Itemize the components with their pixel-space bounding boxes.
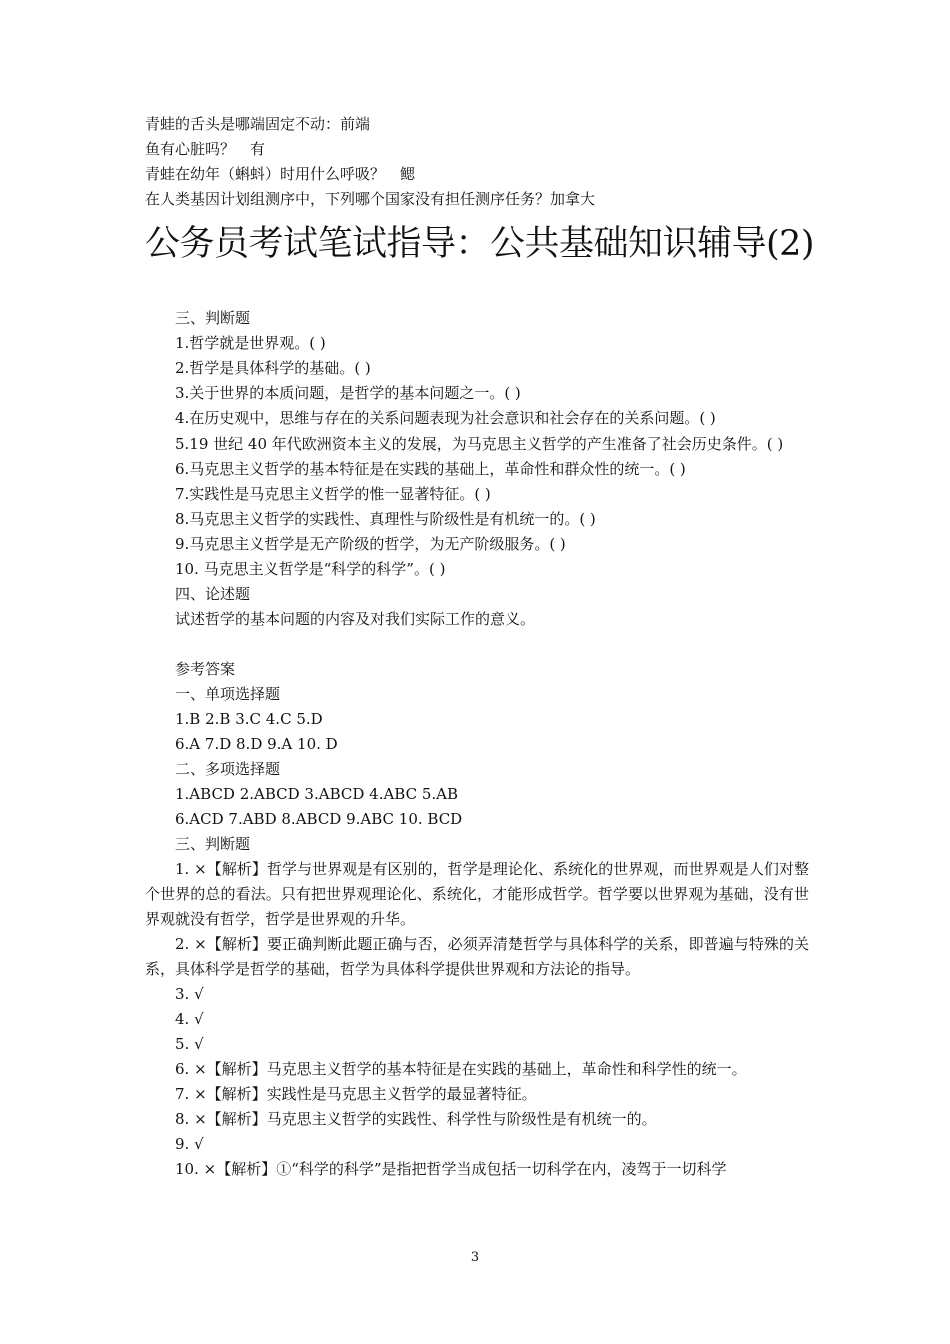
answer-line: 9. √ bbox=[175, 1135, 204, 1153]
answer-line: 3. √ bbox=[175, 985, 204, 1003]
section-heading: 三、判断题 bbox=[175, 835, 251, 853]
answer-line: 5. √ bbox=[175, 1035, 204, 1053]
answer-line: 10. ×【解析】①“科学的科学”是指把哲学当成包括一切科学在内，凌驾于一切科学 bbox=[175, 1160, 727, 1178]
answer-line: 8. ×【解析】马克思主义哲学的实践性、科学性与阶级性是有机统一的。 bbox=[175, 1110, 657, 1128]
section-heading: 三、判断题 bbox=[175, 309, 251, 327]
answer-line: 1.B 2.B 3.C 4.C 5.D bbox=[175, 710, 323, 728]
question-item: 4.在历史观中，思维与存在的关系问题表现为社会意识和社会存在的关系问题。( ) bbox=[175, 409, 716, 427]
document-title: 公务员考试笔试指导：公共基础知识辅导(2) bbox=[145, 224, 815, 264]
answer-explanation: 2. ×【解析】要正确判断此题正确与否，必须弄清楚哲学与具体科学的关系，即普遍与特殊的关系，具体科学是哲学的基础，哲学为具体科学提供世界观和方法论的指导。 bbox=[145, 935, 809, 978]
question-item: 10. 马克思主义哲学是“科学的科学”。( ) bbox=[175, 560, 446, 578]
question-item: 8.马克思主义哲学的实践性、真理性与阶级性是有机统一的。( ) bbox=[175, 510, 596, 528]
intro-line: 青蛙在幼年（蝌蚪）时用什么呼吸？ 鳃 bbox=[145, 165, 416, 183]
page-number: 3 bbox=[470, 1250, 480, 1265]
intro-line: 鱼有心脏吗？ 有 bbox=[145, 140, 266, 158]
answer-line: 4. √ bbox=[175, 1010, 204, 1028]
question-item: 5.19 世纪 40 年代欧洲资本主义的发展，为马克思主义哲学的产生准备了社会历史条件。( ) bbox=[175, 435, 784, 453]
question-item: 6.马克思主义哲学的基本特征是在实践的基础上，革命性和群众性的统一。( ) bbox=[175, 460, 686, 478]
intro-line: 在人类基因计划组测序中，下列哪个国家没有担任测序任务？加拿大 bbox=[145, 190, 596, 208]
answer-line: 1.ABCD 2.ABCD 3.ABCD 4.ABC 5.AB bbox=[175, 785, 459, 803]
answer-explanation: 1. ×【解析】哲学与世界观是有区别的，哲学是理论化、系统化的世界观，而世界观是人们对整个世界的总的看法。只有把世界观理论化、系统化，才能形成哲学。哲学要以世界观为基础，没有世界观就没有哲学，哲学是世界观的升华。 bbox=[145, 860, 809, 928]
answer-line: 6.A 7.D 8.D 9.A 10. D bbox=[175, 735, 338, 753]
answer-line: 6. ×【解析】马克思主义哲学的基本特征是在实践的基础上，革命性和科学性的统一。 bbox=[175, 1060, 747, 1078]
spacer bbox=[145, 632, 809, 657]
answer-line: 6.ACD 7.ABD 8.ABCD 9.ABC 10. BCD bbox=[175, 810, 463, 828]
answer-line: 7. ×【解析】实践性是马克思主义哲学的最显著特征。 bbox=[175, 1085, 537, 1103]
section-heading: 四、论述题 bbox=[175, 585, 251, 603]
question-item: 7.实践性是马克思主义哲学的惟一显著特征。( ) bbox=[175, 485, 491, 503]
section-heading: 二、多项选择题 bbox=[175, 760, 281, 778]
answers-heading: 参考答案 bbox=[175, 660, 236, 678]
question-item: 9.马克思主义哲学是无产阶级的哲学，为无产阶级服务。( ) bbox=[175, 535, 566, 553]
question-item: 1.哲学就是世界观。( ) bbox=[175, 334, 326, 352]
document-page bbox=[145, 112, 815, 1182]
question-item: 2.哲学是具体科学的基础。( ) bbox=[175, 359, 371, 377]
question-item: 3.关于世界的本质问题，是哲学的基本问题之一。( ) bbox=[175, 384, 521, 402]
essay-question: 试述哲学的基本问题的内容及对我们实际工作的意义。 bbox=[175, 610, 536, 628]
section-heading: 一、单项选择题 bbox=[175, 685, 281, 703]
intro-line: 青蛙的舌头是哪端固定不动：前端 bbox=[145, 115, 371, 133]
